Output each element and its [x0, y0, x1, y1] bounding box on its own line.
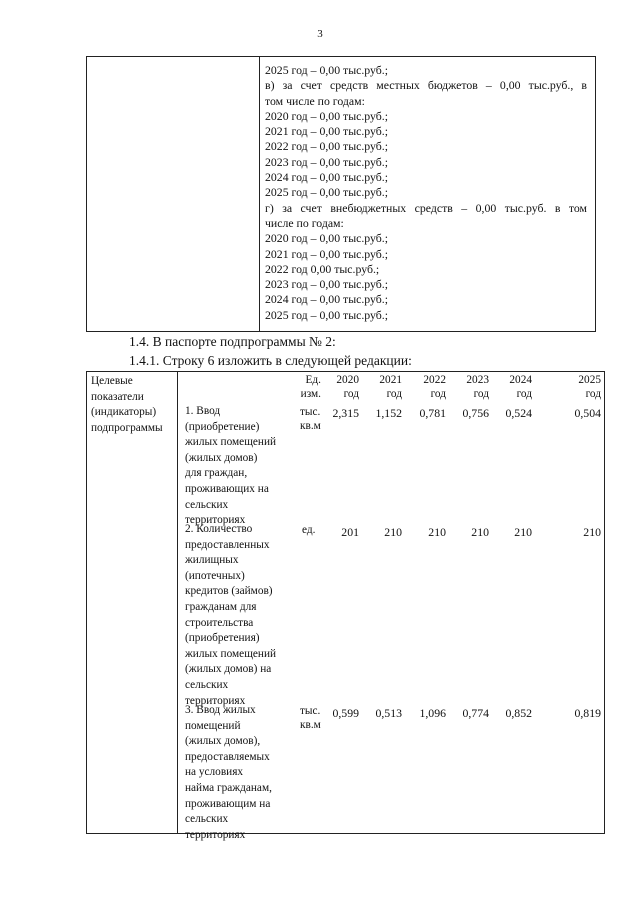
indicator-value: 1,096 [419, 706, 446, 720]
unit-line: тыс. [300, 705, 321, 717]
indicator-value: 0,524 [505, 406, 532, 420]
year-header-line: 2025 [578, 374, 601, 386]
indicator-line: помещений [185, 719, 241, 732]
funding-table-divider [259, 57, 260, 331]
indicator-line: кредитов (займов) [185, 585, 273, 598]
indicator-value: 0,513 [375, 706, 402, 720]
indicator-value: 210 [583, 525, 601, 539]
indicator-line: предоставленных [185, 538, 270, 551]
indicator-value: 0,504 [574, 406, 601, 420]
unit-header [295, 374, 321, 401]
indicator-line: сельских [185, 678, 229, 691]
year-header-line: 2022 [423, 374, 446, 386]
funding-line: 2025 год – 0,00 тыс.руб.; [265, 63, 389, 77]
year-header-line: 2021 [379, 374, 402, 386]
funding-line: 2024 год – 0,00 тыс.руб.; [265, 292, 389, 307]
indicator-unit [302, 523, 315, 537]
indicator-line: территориях [185, 514, 246, 527]
indicator-value: 210 [428, 525, 446, 539]
indicator-1 [185, 404, 297, 529]
indicator-line: (приобретение) [185, 420, 260, 433]
funding-table [86, 56, 596, 332]
indicator-value: 0,774 [462, 706, 489, 720]
section-heading-1-4-1: 1.4.1. Строку 6 изложить в следующей редакции: [129, 353, 412, 368]
year-header [406, 374, 446, 401]
indicator-line: (приобретения) [185, 632, 260, 645]
funding-line: 2023 год – 0,00 тыс.руб.; [265, 277, 389, 292]
year-header [449, 374, 489, 401]
indicator-line: территориях [185, 694, 246, 707]
funding-line: 2022 год – 0,00 тыс.руб.; [265, 139, 389, 154]
row-label-line: подпрограммы [91, 421, 163, 434]
year-header-line: год [386, 387, 402, 400]
indicator-line: на условиях [185, 766, 244, 779]
funding-line: 2020 год – 0,00 тыс.руб.; [265, 231, 389, 246]
indicator-value: 0,852 [505, 706, 532, 720]
funding-line: 2024 год – 0,00 тыс.руб.; [265, 170, 389, 185]
indicator-value: 0,781 [419, 406, 446, 420]
indicator-line: 1. Ввод [185, 405, 221, 417]
funding-lines [265, 63, 587, 323]
indicator-value: 0,819 [574, 706, 601, 720]
funding-line: 2021 год – 0,00 тыс.руб.; [265, 124, 389, 139]
indicator-line: для граждан, [185, 467, 248, 480]
section-heading-1-4: 1.4. В паспорте подпрограммы № 2: [129, 334, 336, 349]
indicator-line: гражданам для [185, 600, 257, 613]
year-header-line: 2020 [336, 374, 359, 386]
indicator-line: 2. Количество [185, 523, 253, 535]
unit-line: ед. [302, 524, 316, 536]
funding-line: 2022 год 0,00 тыс.руб.; [265, 261, 380, 276]
funding-line: г) за счет внебюджетных средств – 0,00 тыс.руб. в том [265, 200, 587, 215]
funding-line: 2025 год – 0,00 тыс.руб.; [265, 307, 389, 322]
row-label-line: показатели [91, 390, 144, 403]
indicator-value: 0,756 [462, 406, 489, 420]
indicator-line: (жилых домов) на [185, 663, 272, 676]
funding-line: 2023 год – 0,00 тыс.руб.; [265, 154, 389, 169]
indicator-line: (жилых домов), [185, 735, 261, 748]
funding-line: 2021 год – 0,00 тыс.руб.; [265, 246, 389, 261]
unit-line: кв.м [300, 420, 321, 432]
year-header [561, 374, 601, 401]
indicator-line: (ипотечных) [185, 569, 245, 582]
indicator-line: 3. Ввод жилых [185, 704, 256, 716]
year-header [492, 374, 532, 401]
year-header-line: 2024 [509, 374, 532, 386]
indicator-2 [185, 522, 297, 709]
unit-line: кв.м [300, 719, 321, 731]
indicator-value: 210 [514, 525, 532, 539]
indicator-line: сельских [185, 813, 229, 826]
indicator-unit [300, 405, 321, 433]
indicator-value: 201 [341, 525, 359, 539]
indicator-line: (жилых домов) [185, 451, 258, 464]
funding-line: числе по годам: [265, 215, 344, 230]
indicators-table [86, 371, 605, 841]
funding-line: в) за счет средств местных бюджетов – 0,00 тыс.руб., в [265, 78, 587, 93]
indicator-line: жилищных [185, 554, 239, 567]
indicator-value: 210 [384, 525, 402, 539]
year-header-line: год [430, 387, 446, 400]
indicator-value: 0,599 [332, 706, 359, 720]
year-header-line: год [585, 387, 601, 400]
indicator-line: сельских [185, 498, 229, 511]
indicator-line: территориях [185, 828, 246, 841]
year-header-line: год [343, 387, 359, 400]
year-header-line: год [516, 387, 532, 400]
funding-line: 2025 год – 0,00 тыс.руб.; [265, 185, 389, 200]
indicator-unit [300, 704, 321, 732]
row-label [91, 374, 175, 436]
year-header [362, 374, 402, 401]
indicator-line: проживающих на [185, 482, 269, 495]
page-number: 3 [317, 28, 323, 40]
indicator-value: 210 [471, 525, 489, 539]
indicator-3 [185, 703, 297, 843]
col-divider-label [177, 372, 178, 833]
year-header [319, 374, 359, 401]
indicator-line: найма гражданам, [185, 781, 272, 794]
indicator-value: 1,152 [375, 406, 402, 420]
row-label-line: (индикаторы) [91, 406, 157, 418]
indicator-line: проживающим на [185, 797, 271, 810]
funding-line: том числе по годам: [265, 93, 365, 108]
unit-header-line: Ед. [305, 374, 321, 386]
funding-line: 2020 год – 0,00 тыс.руб.; [265, 108, 389, 123]
indicator-line: строительства [185, 616, 254, 629]
indicator-line: предоставляемых [185, 750, 270, 763]
unit-line: тыс. [300, 406, 321, 418]
year-header-line: 2023 [466, 374, 489, 386]
indicator-value: 2,315 [332, 406, 359, 420]
year-header-line: год [473, 387, 489, 400]
unit-header-line: изм. [300, 387, 321, 400]
row-label-line: Целевые [91, 375, 133, 387]
indicator-line: жилых помещений [185, 647, 277, 660]
indicator-line: жилых помещений [185, 436, 277, 449]
